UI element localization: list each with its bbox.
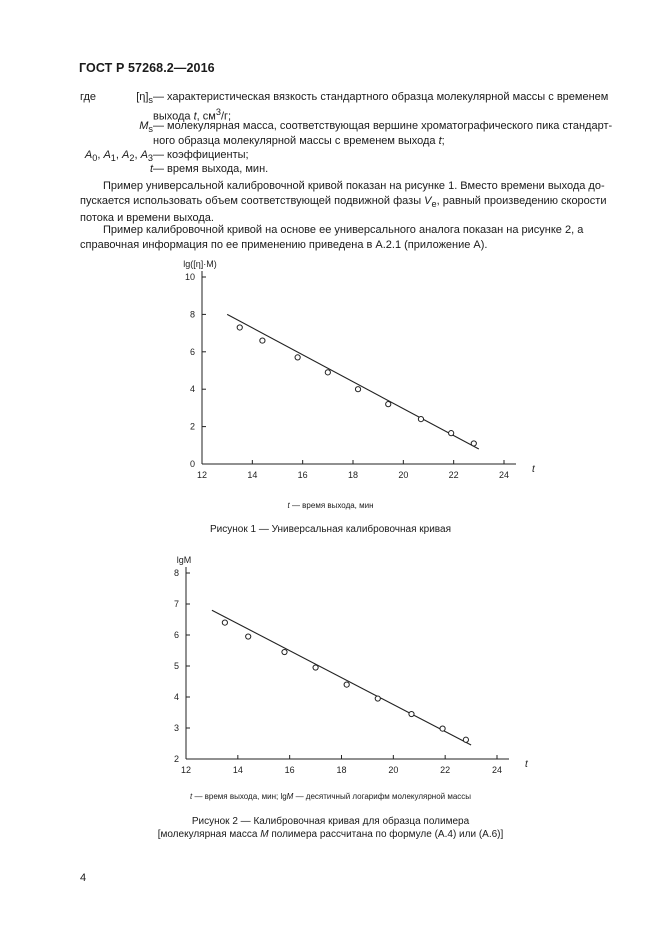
definition-text: — время выхода, мин. (153, 163, 269, 175)
definition-term: $M_s$ (139, 120, 153, 135)
figure2-data-point (313, 665, 318, 670)
definition-term: t (149, 163, 153, 175)
figure1-y-tick-label: 10 (184, 272, 195, 282)
figure1-data-point (449, 431, 454, 436)
figure1-axis-note (0, 501, 661, 510)
figure2-axis-note (0, 792, 661, 801)
figure1-data-point (471, 441, 476, 446)
where-label: где (80, 91, 97, 103)
figure1-x-tick-label: 18 (347, 470, 359, 480)
figure1-x-tick-label: 22 (448, 470, 459, 480)
figure2-calibration-line (212, 610, 471, 745)
figure1-x-tick-label: 16 (297, 470, 308, 480)
figure1-data-point (355, 387, 360, 392)
figure2-x-axis-label: t (525, 759, 528, 770)
figure2-y-tick-label: 2 (173, 754, 179, 764)
figure2-x-tick-label: 24 (491, 765, 503, 775)
figure1-data-point (237, 325, 242, 330)
figure2-caption-line2: [молекулярная масса М полимера рассчитана по формуле (А.4) или (А.6)] (157, 829, 504, 840)
figure1-y-tick-label: 8 (189, 309, 195, 320)
figure2-y-tick-label: 6 (173, 630, 179, 640)
paragraph-figure1-ref: Пример универсальной калибровочной кривой показан на рисунке 1. Вместо времени выхода до-пускается использовать объем соответствующей подвижной фазы $V_e$, равный произведению скорости потока и времени выхода. (80, 180, 607, 225)
figure2-x-tick-label: 20 (388, 765, 399, 775)
figure1-x-tick-label: 12 (196, 470, 208, 480)
document-header: ГОСТ Р 57268.2—2016 (79, 61, 215, 75)
figure2-axis-symbol: t (189, 792, 193, 801)
figure2-y-tick-label: 7 (173, 599, 179, 609)
figure2-data-point (375, 696, 380, 701)
figure2-data-point (440, 726, 445, 731)
figure1-x-tick-label: 20 (398, 470, 409, 480)
figure1-y-tick-label: 6 (189, 346, 195, 357)
figure1-x-axis-label: t (532, 464, 535, 475)
paragraph-figure2-ref: Пример калибровочной кривой на основе ее универсального аналога показан на рисунке 2, а справочная информация по ее применению приведена в А.2.1 (приложение А). (80, 224, 584, 251)
figure2-axis-note-text: — время выхода, мин; lgM — десятичный логарифм молекулярной массы (194, 792, 472, 801)
figure2-y-tick-label: 5 (173, 661, 179, 671)
figure2-y-tick-label: 8 (173, 568, 179, 578)
figure2-data-point (222, 620, 227, 625)
figure1-y-tick-label: 4 (189, 384, 195, 395)
figure2-data-point (246, 634, 251, 639)
definition-text: — молекулярная масса, соответствующая вершине хроматографического пика стандарт-ного образца молекулярной массы с временем выхода t; (153, 120, 613, 147)
figure2-x-tick-label: 12 (180, 765, 192, 775)
figure2-x-tick-label: 18 (336, 765, 347, 775)
figure1-y-tick-label: 2 (189, 421, 195, 432)
figure1-calibration-line (227, 314, 479, 449)
figure1-data-point (418, 417, 423, 422)
figure1-y-tick-label: 0 (189, 459, 195, 469)
figure1-data-point (325, 370, 330, 375)
definition-text: — коэффициенты; (153, 149, 249, 161)
figure2-data-point (463, 737, 468, 742)
figure1-y-axis-label: lg([η]·M) (183, 259, 217, 269)
definition-text: — характеристическая вязкость стандартного образца молекулярной массы с временем выхода t, $см^3/г$; (153, 91, 609, 123)
figure2-caption-line1: Рисунок 2 — Калибровочная кривая для образца полимера (191, 816, 470, 827)
definition-term: $[\eta]_s$ (136, 91, 153, 106)
figure1-caption: Рисунок 1 — Универсальная калибровочная кривая (210, 524, 451, 535)
figure2-data-point (344, 682, 349, 687)
figure2-data-point (409, 711, 414, 716)
figure1-data-point (260, 338, 265, 343)
figure2-data-point (282, 649, 287, 654)
figure2-x-tick-label: 14 (232, 765, 243, 775)
definition-term: $A_0$, $A_1$, $A_2$, $A_3$ (84, 149, 153, 164)
figure1-axis-note-text: — время выхода, мин (291, 501, 374, 510)
figure1-data-point (295, 355, 300, 360)
figure2-y-tick-label: 4 (173, 692, 179, 702)
figure2-y-tick-label: 3 (173, 723, 179, 733)
page-number: 4 (80, 872, 87, 884)
figure2-x-tick-label: 16 (284, 765, 295, 775)
figure1-axis-symbol: t (287, 501, 290, 510)
figure2-y-axis-label: lgM (176, 555, 192, 565)
figure2-x-tick-label: 22 (440, 765, 451, 775)
figure1-data-point (386, 402, 391, 407)
figure1-x-tick-label: 14 (247, 470, 258, 480)
figure1-x-tick-label: 24 (498, 470, 510, 480)
